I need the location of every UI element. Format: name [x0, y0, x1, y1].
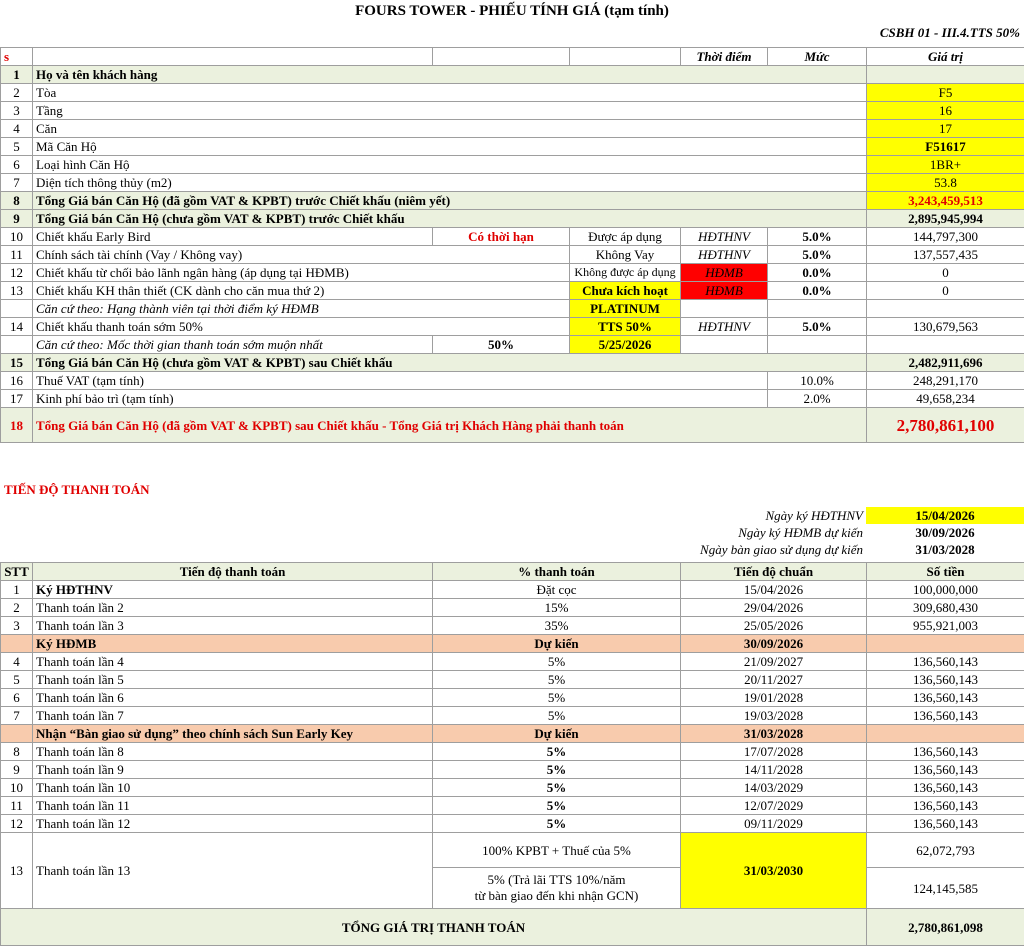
unit-code-value: F51617 — [867, 138, 1024, 156]
latest-early-payment-date: 5/25/2026 — [570, 336, 681, 354]
row-area: 7 Diện tích thông thủy (m2) 53.8 — [1, 174, 1024, 192]
table-row: 7 Thanh toán lần 7 5% 19/03/2028 136,560,143 — [1, 707, 1024, 725]
total-row: TỔNG GIÁ TRỊ THANH TOÁN 2,780,861,098 — [1, 909, 1024, 946]
unit-value: 17 — [867, 120, 1024, 138]
row-bank-guarantee: 12 Chiết khấu từ chối bảo lãnh ngân hàng (áp dụng tại HĐMB) Không được áp dụng HĐMB 0.0% 0 — [1, 264, 1024, 282]
row-unit-code: 5 Mã Căn Hộ F51617 — [1, 138, 1024, 156]
price-table — [0, 47, 1024, 443]
early-bird-note: Có thời hạn — [433, 228, 570, 246]
schedule-table — [0, 562, 1024, 946]
grand-total-value: 2,780,861,100 — [867, 408, 1024, 443]
building-value: F5 — [867, 84, 1024, 102]
table-row: 3 Thanh toán lần 3 35% 25/05/2026 955,921,003 — [1, 617, 1024, 635]
membership-tier: PLATINUM — [570, 300, 681, 318]
row-vat: 16 Thuế VAT (tạm tính) 10.0% 248,291,170 — [1, 372, 1024, 390]
row-building: 2 Tòa F5 — [1, 84, 1024, 102]
schedule-title: TIẾN ĐỘ THANH TOÁN — [4, 482, 150, 498]
table-row: 9 Thanh toán lần 9 5% 14/11/2028 136,560,143 — [1, 761, 1024, 779]
header-time: Thời điểm — [681, 48, 768, 66]
total-value: 2,780,861,098 — [867, 909, 1024, 946]
bank-guarantee-time: HĐMB — [681, 264, 768, 282]
row-price-before-discount: 9 Tổng Giá bán Căn Hộ (chưa gồm VAT & KPBT) trước Chiết khấu 2,895,945,994 — [1, 210, 1024, 228]
handover-date: 31/03/2028 — [866, 541, 1024, 558]
floor-value: 16 — [867, 102, 1024, 120]
final-payment-row-2: 5% (Trả lãi TTS 10%/năm từ bàn giao đến khi nhận GCN) 124,145,585 — [1, 868, 1024, 909]
row-early-payment-basis: Căn cứ theo: Mốc thời gian thanh toán sớm muộn nhất 50% 5/25/2026 — [1, 336, 1024, 354]
milestone-row-hdmb: Ký HĐMB Dự kiến 30/09/2026 — [1, 635, 1024, 653]
row-loyal-customer: 13 Chiết khấu KH thân thiết (CK dành cho căn mua thứ 2) Chưa kích hoạt HĐMB 0.0% 0 — [1, 282, 1024, 300]
table-row: 6 Thanh toán lần 6 5% 19/01/2028 136,560,143 — [1, 689, 1024, 707]
date-row-hdthnv: Ngày ký HĐTHNV 15/04/2026 — [0, 507, 1024, 524]
policy-code: CSBH 01 - III.4.TTS 50% — [880, 25, 1020, 41]
row-membership-basis: Căn cứ theo: Hạng thành viên tại thời điểm ký HĐMB PLATINUM — [1, 300, 1024, 318]
customer-name-value — [867, 66, 1024, 84]
table-row: 8 Thanh toán lần 8 5% 17/07/2028 136,560,143 — [1, 743, 1024, 761]
schedule-header-row: STT Tiến độ thanh toán % thanh toán Tiến độ chuẩn Số tiền — [1, 563, 1024, 581]
row-early-payment: 14 Chiết khấu thanh toán sớm 50% TTS 50% HĐTHNV 5.0% 130,679,563 — [1, 318, 1024, 336]
row-floor: 3 Tầng 16 — [1, 102, 1024, 120]
loyal-time: HĐMB — [681, 282, 768, 300]
table-row: 2 Thanh toán lần 2 15% 29/04/2026 309,680,430 — [1, 599, 1024, 617]
loyal-status: Chưa kích hoạt — [570, 282, 681, 300]
hdmb-date: 30/09/2026 — [866, 524, 1024, 541]
table-row: 5 Thanh toán lần 5 5% 20/11/2027 136,560,143 — [1, 671, 1024, 689]
header-value: Giá trị — [867, 48, 1024, 66]
area-value: 53.8 — [867, 174, 1024, 192]
final-payment-row-1: 13 Thanh toán lần 13 100% KPBT + Thuế của 5% 31/03/2030 62,072,793 — [1, 833, 1024, 868]
row-grand-total: 18 Tổng Giá bán Căn Hộ (đã gồm VAT & KPBT) sau Chiết khấu - Tổng Giá trị Khách Hàng phải thanh toán 2,780,861,100 — [1, 408, 1024, 443]
price-before-discount-value: 2,895,945,994 — [867, 210, 1024, 228]
table-row: 10 Thanh toán lần 10 5% 14/03/2029 136,560,143 — [1, 779, 1024, 797]
early-payment-plan: TTS 50% — [570, 318, 681, 336]
listed-price-value: 3,243,459,513 — [867, 192, 1024, 210]
unit-type-value: 1BR+ — [867, 156, 1024, 174]
header-s: s — [1, 48, 33, 66]
key-dates — [0, 507, 1024, 558]
table-row: 11 Thanh toán lần 11 5% 12/07/2029 136,560,143 — [1, 797, 1024, 815]
table-row: 12 Thanh toán lần 12 5% 09/11/2029 136,560,143 — [1, 815, 1024, 833]
hdthnv-date: 15/04/2026 — [866, 507, 1024, 524]
row-price-after-discount: 15 Tổng Giá bán Căn Hộ (chưa gồm VAT & KPBT) sau Chiết khấu 2,482,911,696 — [1, 354, 1024, 372]
date-row-hdmb: Ngày ký HĐMB dự kiến 30/09/2026 — [0, 524, 1024, 541]
header-level: Mức — [768, 48, 867, 66]
row-unit-type: 6 Loại hình Căn Hộ 1BR+ — [1, 156, 1024, 174]
price-header-row — [1, 48, 1024, 66]
row-customer-name: 1 Họ và tên khách hàng — [1, 66, 1024, 84]
row-unit: 4 Căn 17 — [1, 120, 1024, 138]
table-row: 1 Ký HĐTHNV Đặt cọc 15/04/2026 100,000,000 — [1, 581, 1024, 599]
row-listed-price: 8 Tổng Giá bán Căn Hộ (đã gồm VAT & KPBT) trước Chiết khấu (niêm yết) 3,243,459,513 — [1, 192, 1024, 210]
milestone-row-handover: Nhận “Bàn giao sử dụng” theo chính sách Sun Early Key Dự kiến 31/03/2028 — [1, 725, 1024, 743]
row-maintenance: 17 Kinh phí bảo trì (tạm tính) 2.0% 49,658,234 — [1, 390, 1024, 408]
page-title: FOURS TOWER - PHIẾU TÍNH GIÁ (tạm tính) — [0, 3, 1024, 20]
row-early-bird: 10 Chiết khấu Early Bird Có thời hạn Được áp dụng HĐTHNV 5.0% 144,797,300 — [1, 228, 1024, 246]
date-row-handover: Ngày bàn giao sử dụng dự kiến 31/03/2028 — [0, 541, 1024, 558]
final-payment-date: 31/03/2030 — [681, 833, 867, 909]
table-row: 4 Thanh toán lần 4 5% 21/09/2027 136,560,143 — [1, 653, 1024, 671]
row-finance-policy: 11 Chính sách tài chính (Vay / Không vay) Không Vay HĐTHNV 5.0% 137,557,435 — [1, 246, 1024, 264]
